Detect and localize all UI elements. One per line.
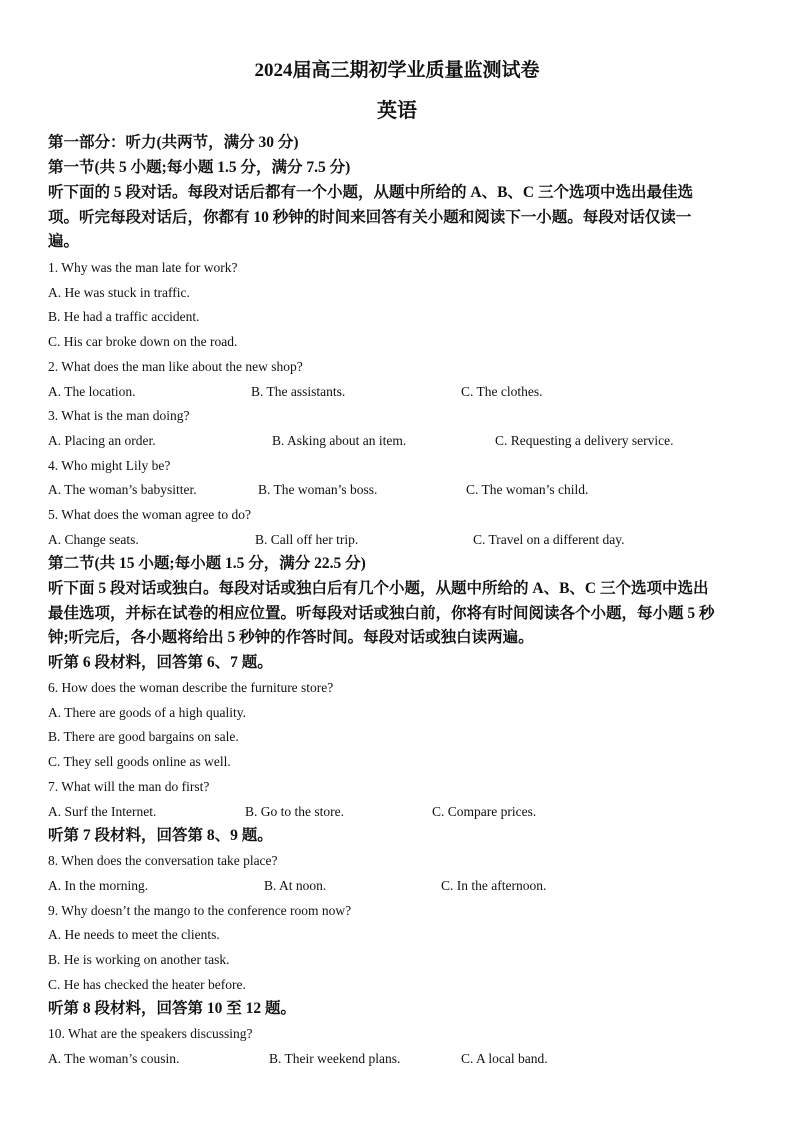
- option-c: C. The clothes.: [461, 384, 543, 399]
- option-b: B. The assistants.: [251, 384, 346, 399]
- option-b: B. There are good bargains on sale.: [48, 729, 239, 744]
- option-c: C. Requesting a delivery service.: [495, 433, 674, 448]
- option-a: A. Placing an order.: [48, 433, 156, 448]
- option-a: A. He was stuck in traffic.: [48, 285, 190, 300]
- material-7-heading: 听第 7 段材料，回答第 8、9 题。: [48, 827, 273, 844]
- material-6-heading: 听第 6 段材料，回答第 6、7 题。: [48, 654, 273, 671]
- option-c: C. They sell goods online as well.: [48, 754, 231, 769]
- question-stem: 5. What does the woman agree to do?: [48, 507, 251, 522]
- option-a: A. The woman’s cousin.: [48, 1051, 180, 1066]
- question-stem: 4. Who might Lily be?: [48, 458, 171, 473]
- section1-instructions: [48, 181, 748, 255]
- option-c: C. His car broke down on the road.: [48, 334, 238, 349]
- option-b: B. Their weekend plans.: [269, 1051, 401, 1066]
- instruction-line: 听下面的 5 段对话。每段对话后都有一个小题，从题中所给的 A、B、C 三个选项中选出最佳选: [48, 184, 693, 201]
- question-stem: 2. What does the man like about the new shop?: [48, 359, 303, 374]
- instruction-line: 钟;听完后，各小题将给出 5 秒钟的作答时间。每段对话或独白读两遍。: [48, 629, 534, 646]
- option-b: B. At noon.: [264, 878, 327, 893]
- option-b: B. Asking about an item.: [272, 433, 407, 448]
- question-stem: 9. Why doesn’t the mango to the conference room now?: [48, 903, 352, 918]
- option-c: C. Travel on a different day.: [473, 532, 625, 547]
- option-c: C. A local band.: [461, 1051, 548, 1066]
- section2-instructions: [48, 577, 748, 651]
- instruction-line: 最佳选项，并标在试卷的相应位置。听每段对话或独白前，你将有时间阅读各个小题，每小题 5 秒: [48, 604, 715, 622]
- option-b: B. Call off her trip.: [255, 532, 359, 547]
- option-a: A. Surf the Internet.: [48, 804, 157, 819]
- question-stem: 7. What will the man do first?: [48, 779, 210, 794]
- section1-heading: 第一节(共 5 小题;每小题 1.5 分，满分 7.5 分): [48, 159, 351, 176]
- option-a: A. He needs to meet the clients.: [48, 927, 220, 942]
- option-a: A. In the morning.: [48, 878, 149, 893]
- exam-title: 2024届高三期初学业质量监测试卷: [254, 60, 540, 81]
- option-c: C. He has checked the heater before.: [48, 977, 246, 992]
- option-c: C. In the afternoon.: [441, 878, 547, 893]
- option-c: C. The woman’s child.: [466, 482, 589, 497]
- section2-heading: 第二节(共 15 小题;每小题 1.5 分，满分 22.5 分): [48, 555, 366, 572]
- subject-title: 英语: [377, 100, 417, 122]
- option-b: B. He had a traffic accident.: [48, 309, 200, 324]
- option-b: B. Go to the store.: [245, 804, 344, 819]
- instruction-line: 项。听完每段对话后，你都有 10 秒钟的时间来回答有关小题和阅读下一小题。每段对话仅读一: [48, 208, 692, 226]
- option-a: A. Change seats.: [48, 532, 139, 547]
- instruction-line: 听下面 5 段对话或独白。每段对话或独白后有几个小题，从题中所给的 A、B、C 三个选项中选出: [48, 580, 709, 597]
- question-stem: 10. What are the speakers discussing?: [48, 1026, 253, 1041]
- option-a: A. The location.: [48, 384, 136, 399]
- option-c: C. Compare prices.: [432, 804, 537, 819]
- question-stem: 6. How does the woman describe the furniture store?: [48, 680, 334, 695]
- option-a: A. There are goods of a high quality.: [48, 705, 246, 720]
- question-stem: 3. What is the man doing?: [48, 408, 190, 423]
- option-b: B. The woman’s boss.: [258, 482, 378, 497]
- material-8-heading: 听第 8 段材料，回答第 10 至 12 题。: [48, 1000, 297, 1017]
- option-b: B. He is working on another task.: [48, 952, 230, 967]
- instruction-line: 遍。: [48, 233, 80, 250]
- question-stem: 8. When does the conversation take place?: [48, 853, 278, 868]
- question-stem: 1. Why was the man late for work?: [48, 260, 238, 275]
- part1-heading: 第一部分：听力(共两节，满分 30 分): [48, 134, 299, 151]
- option-a: A. The woman’s babysitter.: [48, 482, 197, 497]
